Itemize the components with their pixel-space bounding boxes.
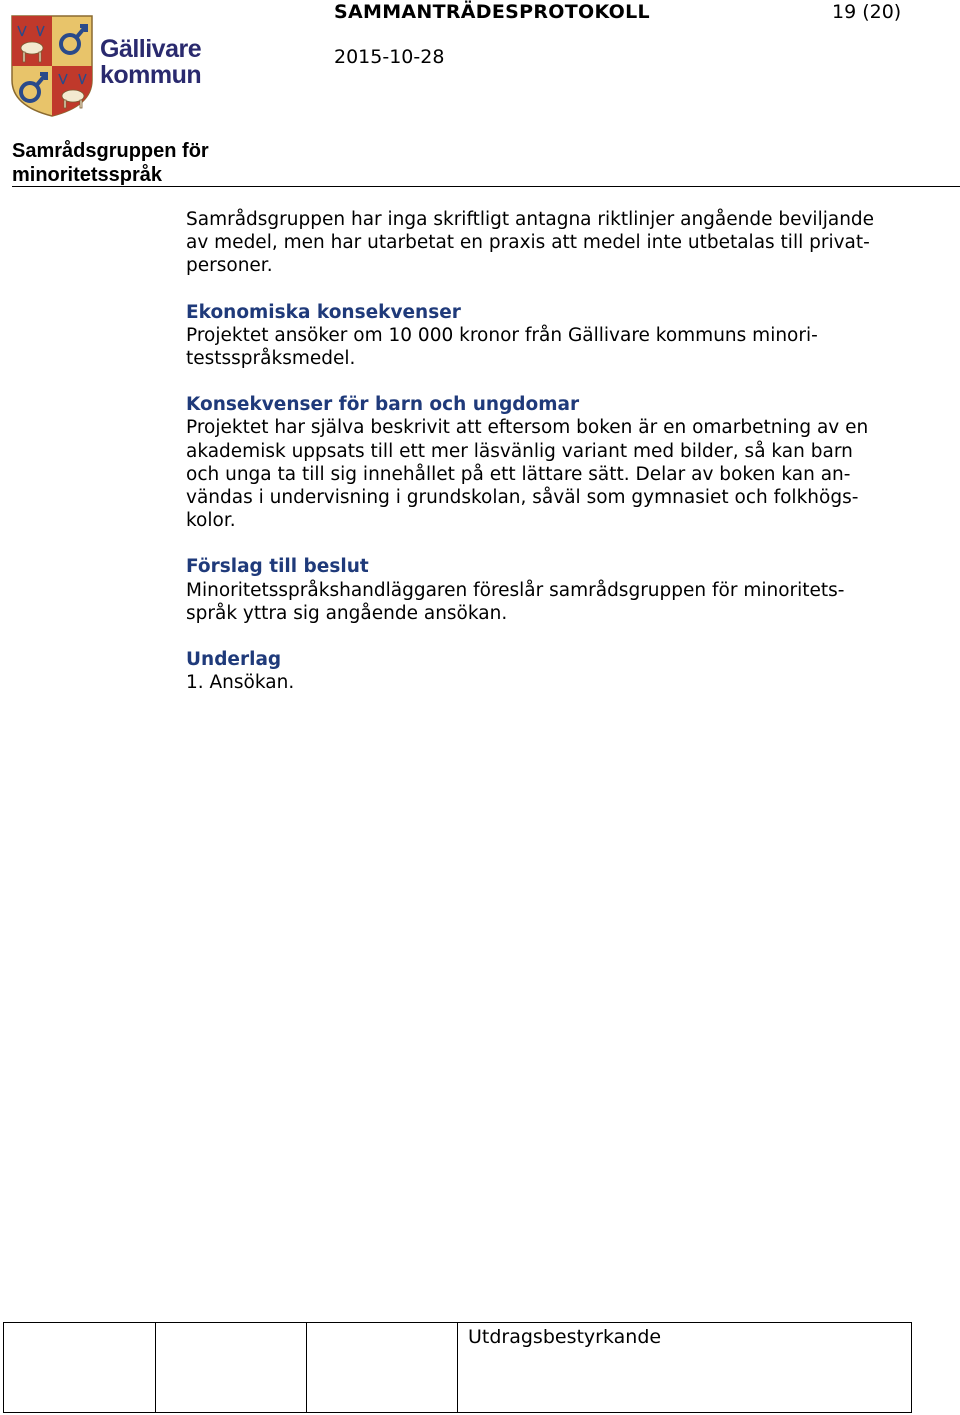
logo-wordmark: Gällivare kommun	[100, 35, 202, 89]
signature-cell	[307, 1323, 458, 1412]
signature-box	[3, 1322, 912, 1413]
document-title: SAMMANTRÄDESPROTOKOLL	[334, 1, 650, 23]
organization-name: Samrådsgruppen för minoritetsspråk	[12, 140, 209, 186]
section-heading: Förslag till beslut	[186, 556, 369, 578]
certification-cell: Utdragsbestyrkande	[468, 1326, 662, 1348]
section-heading: Konsekvenser för barn och ungdomar	[186, 394, 580, 416]
document-body	[186, 208, 906, 717]
attachment-item: 1. Ansökan.	[186, 672, 295, 694]
document-date: 2015-10-28	[334, 46, 445, 68]
coat-of-arms-logo	[10, 14, 94, 118]
intro-paragraph: Samrådsgruppen har inga skriftligt antagna riktlinjer angående beviljande av medel, men har utarbetat en praxis att medel inte utbetalas till privat- personer.	[186, 209, 875, 277]
signature-cell	[156, 1323, 307, 1412]
proposal-section: Förslag till beslut Minoritetsspråkshandläggaren föreslår samrådsgruppen för minoritets- språk yttra sig angående ansökan.	[186, 555, 906, 625]
economic-section: Ekonomiska konsekvenser Projektet ansöker om 10 000 kronor från Gällivare kommuns minori- testsspråksmedel.	[186, 301, 906, 371]
section-heading: Underlag	[186, 649, 282, 671]
children-section: Konsekvenser för barn och ungdomar Projektet har själva beskrivit att eftersom boken är en omarbetning av en akademisk uppsats till ett mer läsvänlig variant med bilder, så kan barn och unga ta till sig innehållet på ett lättare sätt. Delar av boken kan an- vändas i undervisning i grundskolan, såväl som gymnasiet och folkhögs- kolor.	[186, 393, 906, 532]
section-heading: Ekonomiska konsekvenser	[186, 301, 461, 323]
signature-cell	[4, 1323, 156, 1412]
header-divider	[12, 186, 960, 187]
page-number: 19 (20)	[832, 1, 902, 23]
attachments-section	[186, 648, 906, 694]
